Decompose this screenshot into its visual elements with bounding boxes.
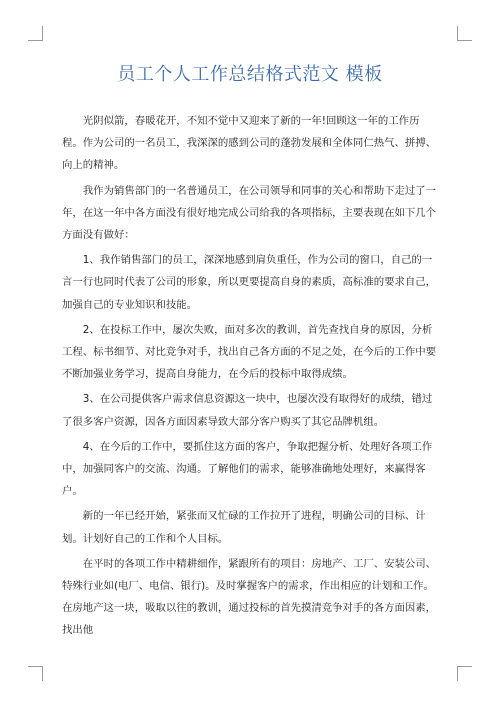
paragraph-1: 光阴似箭，春暖花开，不知不觉中又迎来了新的一年!回顾这一年的工作历程。作为公司的一名员工，我深深的感到公司的蓬勃发展和全体同仁热气、拼搏、向上的精神。: [62, 115, 437, 172]
paragraph-6: 4、在今后的工作中，要抓住这方面的客户，争取把握分析、处理好各项工作中，加强同客户的交流、沟通。了解他们的需求，能够准确地处理好，来赢得客户。: [62, 440, 433, 498]
paragraph-4: 2、在投标工作中，屡次失败，面对多次的教训，首先查找自身的原因，分析工程、标书细节、对比竞争对手，找出自己各方面的不足之处，在今后的工作中要不断加强业务学习，提高自身能力，在今后的投标中取得成绩。: [62, 323, 437, 381]
crop-mark-top-left: [28, 26, 43, 41]
document-body: [62, 110, 438, 642]
crop-mark-bottom-right: [457, 666, 472, 681]
paragraph-7: 新的一年已经开始，紧张而又忙碌的工作拉开了进程，明确公司的目标、计划。计划好自己的工作和个人目标。: [62, 510, 426, 545]
paragraph-2: 我作为销售部门的一名普通员工，在公司领导和同事的关心和帮助下走过了一年，在这一年中各方面没有很好地完成公司给我的各项指标，主要表现在如下几个方面没有做好：: [62, 184, 437, 242]
crop-mark-top-right: [457, 26, 472, 41]
paragraph-3: 1、我作销售部门的员工，深深地感到肩负重任，作为公司的窗口，自己的一言一行也同时代表了公司的形象，所以更要提高自身的素质，高标准的要求自己，加强自己的专业知识和技能。: [62, 254, 437, 311]
crop-mark-bottom-left: [28, 666, 43, 681]
paragraph-5: 3、在公司提供客户需求信息资源这一块中，也屡次没有取得好的成绩，错过了很多客户资源，因各方面因素导致大部分客户购买了其它品牌机组。: [62, 393, 433, 428]
paragraph-8: 在平时的各项工作中精耕细作，紧跟所有的项目：房地产、工厂、安装公司、特殊行业如(电厂、电信、银行)。及时掌握客户的需求，作出相应的计划和工作。在房地产这一块，吸取以往的教训，通过投标的首先摸清竞争对手的各方面因素，找出他: [62, 557, 437, 637]
document-title: 员工个人工作总结格式范文 模板: [117, 64, 383, 85]
